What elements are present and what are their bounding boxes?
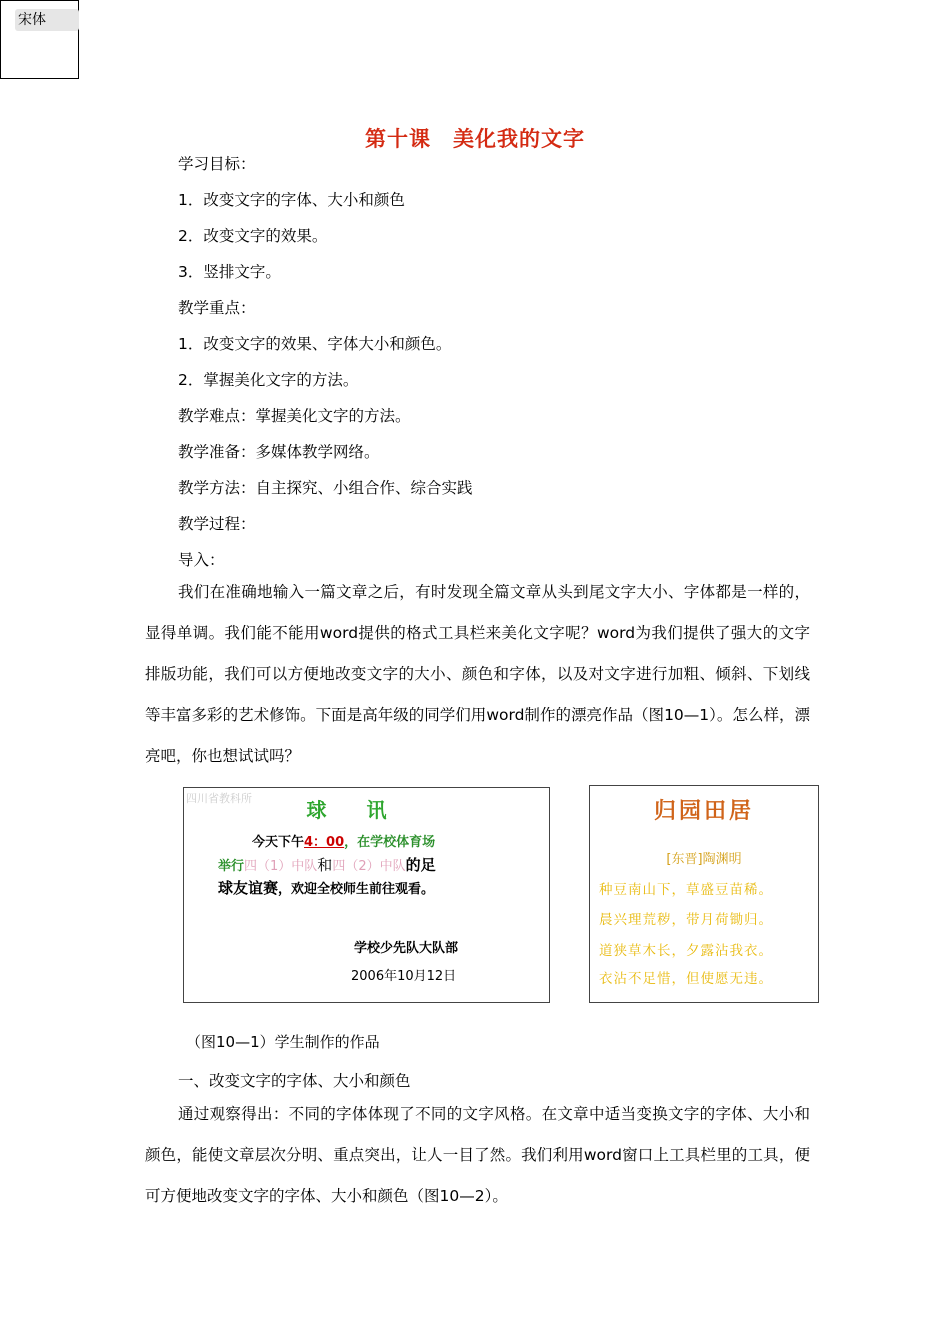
figure-caption: （图10—1）学生制作的作品 bbox=[186, 1033, 380, 1051]
figure-watermark: 四川省教科所 bbox=[186, 792, 252, 805]
poem-author: [东晋]陶渊明 bbox=[666, 852, 742, 867]
notice-line-2: 举行四（1）中队和四（2）中队的足 bbox=[218, 856, 436, 874]
section-paragraph: 通过观察得出：不同的字体体现了不同的文字风格。在文章中适当变换文字的字体、大小和颜色，能使文章层次分明、重点突出，让人一目了然。我们利用word窗口上工具栏里的工具，便可方便地改变文字的字体、大小和颜色（图10—2）。 bbox=[145, 1105, 810, 1205]
intro-paragraph: 我们在准确地输入一篇文章之后，有时发现全篇文章从头到尾文字大小、字体都是一样的，显得单调。我们能不能用word提供的格式工具栏来美化文字呢？word为我们提供了强大的文字排版功能，我们可以方便地改变文字的大小、颜色和字体，以及对文字进行加粗、倾斜、下划线等丰富多彩的艺术修饰。下面是高年级的同学们用word制作的漂亮作品（图10—1）。怎么样，漂亮吧，你也想试试吗？ bbox=[145, 583, 810, 765]
notice-heading: 球讯 bbox=[306, 798, 427, 822]
notice-signature: 学校少先队大队部 bbox=[354, 941, 459, 956]
poem-title: 归园田居 bbox=[653, 799, 754, 824]
objective-item: 1．改变文字的字体、大小和颜色 bbox=[178, 191, 405, 209]
difficulty-line: 教学难点：掌握美化文字的方法。 bbox=[178, 407, 411, 425]
poem-line: 晨兴理荒秽，带月荷锄归。 bbox=[599, 912, 773, 928]
figure-poem-image bbox=[589, 785, 819, 1003]
poem-line: 衣沾不足惜，但使愿无违。 bbox=[599, 971, 773, 987]
poem-line: 道狭草木长，夕露沾我衣。 bbox=[599, 943, 773, 959]
font-indicator-box bbox=[0, 0, 79, 79]
intro-heading: 导入： bbox=[178, 551, 225, 569]
objective-item: 2．改变文字的效果。 bbox=[178, 227, 328, 245]
notice-date: 2006年10月12日 bbox=[351, 969, 457, 984]
key-points-heading: 教学重点： bbox=[178, 299, 256, 317]
objective-item: 3．竖排文字。 bbox=[178, 263, 281, 281]
method-line: 教学方法：自主探究、小组合作、综合实践 bbox=[178, 479, 473, 497]
lesson-title: 第十课 美化我的文字 bbox=[365, 127, 585, 151]
process-heading: 教学过程： bbox=[178, 515, 256, 533]
notice-line-3: 球友谊赛，欢迎全校师生前往观看。 bbox=[218, 879, 435, 897]
poem-line: 种豆南山下，草盛豆苗稀。 bbox=[599, 882, 773, 898]
key-point-item: 1．改变文字的效果、字体大小和颜色。 bbox=[178, 335, 452, 353]
font-name-label: 宋体 bbox=[18, 12, 46, 28]
key-point-item: 2．掌握美化文字的方法。 bbox=[178, 371, 359, 389]
figure-notice-image bbox=[183, 787, 550, 1003]
section-heading: 一、改变文字的字体、大小和颜色 bbox=[178, 1072, 411, 1090]
notice-line-1: 今天下午4：00，在学校体育场 bbox=[252, 835, 436, 850]
preparation-line: 教学准备：多媒体教学网络。 bbox=[178, 443, 380, 461]
objectives-heading: 学习目标： bbox=[178, 155, 256, 173]
